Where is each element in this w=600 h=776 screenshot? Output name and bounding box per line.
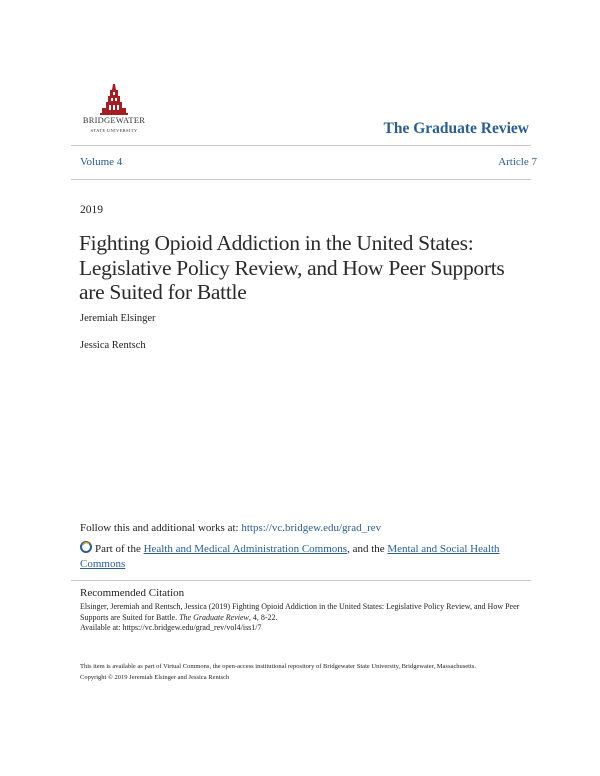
- footer-copyright: Copyright © 2019 Jeremiah Elsinger and Jessica Rentsch: [80, 674, 230, 681]
- part-of-prefix: Part of the: [95, 543, 144, 555]
- footer-repository-line: This item is available as part of Virtual Commons, the open-access institutional repository of Bridgewater State University, Bridgewater, Massachusetts.: [80, 663, 476, 670]
- citation-divider: [71, 580, 531, 581]
- header-divider-bottom: [71, 179, 531, 180]
- author-2: Jessica Rentsch: [80, 340, 146, 351]
- publication-year: 2019: [80, 204, 103, 216]
- and-the-text: , and the: [347, 543, 388, 555]
- logo-subtext: STATE UNIVERSITY: [90, 128, 138, 133]
- bell-tower-icon: [78, 82, 150, 134]
- logo-wordmark: BRIDGEWATER: [82, 115, 146, 125]
- citation-text: [80, 602, 530, 634]
- volume-link[interactable]: Volume 4: [80, 156, 123, 168]
- journal-title-link[interactable]: The Graduate Review: [383, 120, 529, 137]
- university-logo[interactable]: [78, 82, 150, 134]
- recommended-citation-heading: Recommended Citation: [80, 587, 185, 599]
- article-link[interactable]: Article 7: [498, 156, 537, 168]
- mental-social-health-commons-link[interactable]: Mental and Social Health Commons: [80, 543, 500, 570]
- article-title: Fighting Opioid Addiction in the United States: Legislative Policy Review, and How Peer Supports are Suited for Battle: [79, 231, 505, 304]
- citation-end: , 4, 8-22.: [248, 612, 278, 622]
- footer-notice: [80, 661, 535, 683]
- citation-body: Elsinger, Jeremiah and Rentsch, Jessica (2019) Fighting Opioid Addiction in the United States: Legislative Policy Review, and How Peer Supports are Suited for Battle.: [80, 602, 520, 622]
- health-admin-commons-link[interactable]: Health and Medical Administration Commons: [143, 543, 348, 555]
- author-1: Jeremiah Elsinger: [80, 313, 156, 324]
- follow-line: [80, 522, 381, 534]
- follow-prefix: Follow this and additional works at:: [80, 522, 242, 534]
- header-divider-top: [71, 145, 531, 146]
- citation-journal: The Graduate Review: [179, 612, 249, 622]
- follow-url-link[interactable]: https://vc.bridgew.edu/grad_rev: [241, 522, 382, 534]
- part-of-line: [80, 541, 525, 571]
- open-access-icon: [80, 541, 92, 553]
- citation-available[interactable]: Available at: https://vc.bridgew.edu/grad_rev/vol4/iss1/7: [80, 623, 262, 632]
